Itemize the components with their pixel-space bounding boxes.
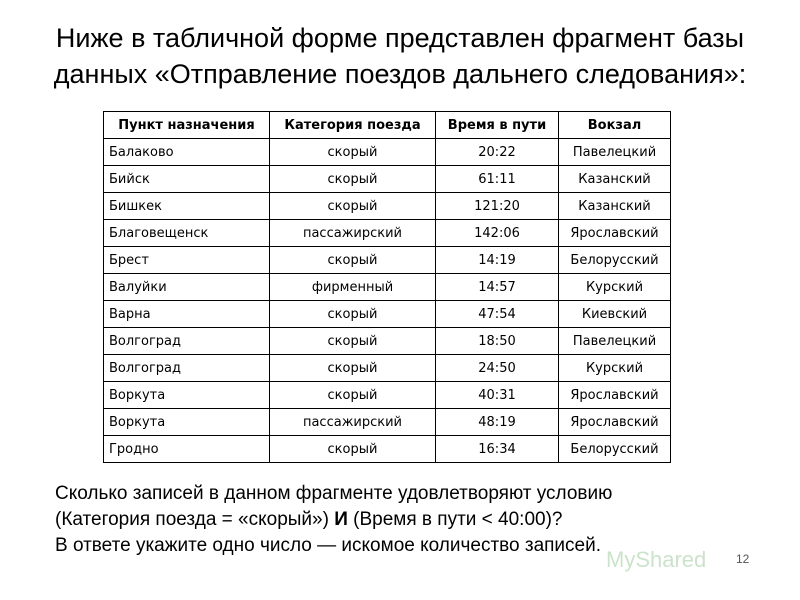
cell-travel-time: 40:31 <box>436 382 559 409</box>
cell-station: Белорусский <box>559 436 671 463</box>
cell-destination: Варна <box>104 301 270 328</box>
cell-category: скорый <box>270 139 436 166</box>
header-destination: Пункт назначения <box>104 112 270 139</box>
table-row <box>104 409 671 436</box>
cell-station: Казанский <box>559 166 671 193</box>
cell-destination: Воркута <box>104 382 270 409</box>
cell-category: скорый <box>270 328 436 355</box>
cell-travel-time: 47:54 <box>436 301 559 328</box>
cell-station: Киевский <box>559 301 671 328</box>
table-row <box>104 436 671 463</box>
header-category: Категория поезда <box>270 112 436 139</box>
cell-category: пассажирский <box>270 220 436 247</box>
cell-destination: Благовещенск <box>104 220 270 247</box>
cell-category: скорый <box>270 166 436 193</box>
cell-travel-time: 14:19 <box>436 247 559 274</box>
question-condition-end: (Время в пути < 40:00)? <box>347 509 563 530</box>
cell-category: скорый <box>270 193 436 220</box>
watermark-logo: MyShared <box>606 547 707 572</box>
header-travel-time: Время в пути <box>436 112 559 139</box>
cell-category: пассажирский <box>270 409 436 436</box>
cell-travel-time: 48:19 <box>436 409 559 436</box>
cell-destination: Балаково <box>104 139 270 166</box>
table-row <box>104 247 671 274</box>
page-number: 12 <box>736 552 750 566</box>
table-row <box>104 382 671 409</box>
header-station: Вокзал <box>559 112 671 139</box>
cell-destination: Волгоград <box>104 355 270 382</box>
cell-category: скорый <box>270 436 436 463</box>
cell-destination: Воркута <box>104 409 270 436</box>
table-row <box>104 274 671 301</box>
table-row <box>104 355 671 382</box>
table-row <box>104 139 671 166</box>
cell-travel-time: 61:11 <box>436 166 559 193</box>
cell-category: скорый <box>270 382 436 409</box>
cell-category: фирменный <box>270 274 436 301</box>
heading-line-2: данных «Отправление поездов дальнего следования»: <box>53 59 747 89</box>
cell-station: Белорусский <box>559 247 671 274</box>
cell-station: Курский <box>559 274 671 301</box>
table-row <box>104 220 671 247</box>
cell-station: Курский <box>559 355 671 382</box>
cell-station: Павелецкий <box>559 139 671 166</box>
cell-destination: Волгоград <box>104 328 270 355</box>
table-row <box>104 193 671 220</box>
cell-station: Павелецкий <box>559 328 671 355</box>
cell-travel-time: 14:57 <box>436 274 559 301</box>
cell-destination: Бишкек <box>104 193 270 220</box>
question-line-2 <box>55 507 775 533</box>
cell-destination: Брест <box>104 247 270 274</box>
cell-travel-time: 121:20 <box>436 193 559 220</box>
cell-category: скорый <box>270 355 436 382</box>
cell-travel-time: 20:22 <box>436 139 559 166</box>
table-row <box>104 166 671 193</box>
page-heading <box>20 20 780 92</box>
cell-category: скорый <box>270 301 436 328</box>
cell-station: Ярославский <box>559 220 671 247</box>
question-condition-start: (Категория поезда = «скорый») <box>55 509 335 530</box>
question-line-3: В ответе укажите одно число — искомое количество записей. <box>55 535 602 556</box>
table-row <box>104 301 671 328</box>
cell-destination: Бийск <box>104 166 270 193</box>
cell-destination: Гродно <box>104 436 270 463</box>
question-line-1: Сколько записей в данном фрагменте удовлетворяют условию <box>55 483 613 504</box>
cell-travel-time: 142:06 <box>436 220 559 247</box>
cell-travel-time: 16:34 <box>436 436 559 463</box>
cell-station: Ярославский <box>559 382 671 409</box>
table-row <box>104 328 671 355</box>
cell-destination: Валуйки <box>104 274 270 301</box>
question-and-operator: И <box>334 509 348 530</box>
heading-line-1: Ниже в табличной форме представлен фрагмент базы <box>55 23 745 53</box>
cell-station: Ярославский <box>559 409 671 436</box>
cell-category: скорый <box>270 247 436 274</box>
table-header-row <box>104 112 671 139</box>
trains-table <box>103 111 671 463</box>
cell-station: Казанский <box>559 193 671 220</box>
cell-travel-time: 24:50 <box>436 355 559 382</box>
cell-travel-time: 18:50 <box>436 328 559 355</box>
